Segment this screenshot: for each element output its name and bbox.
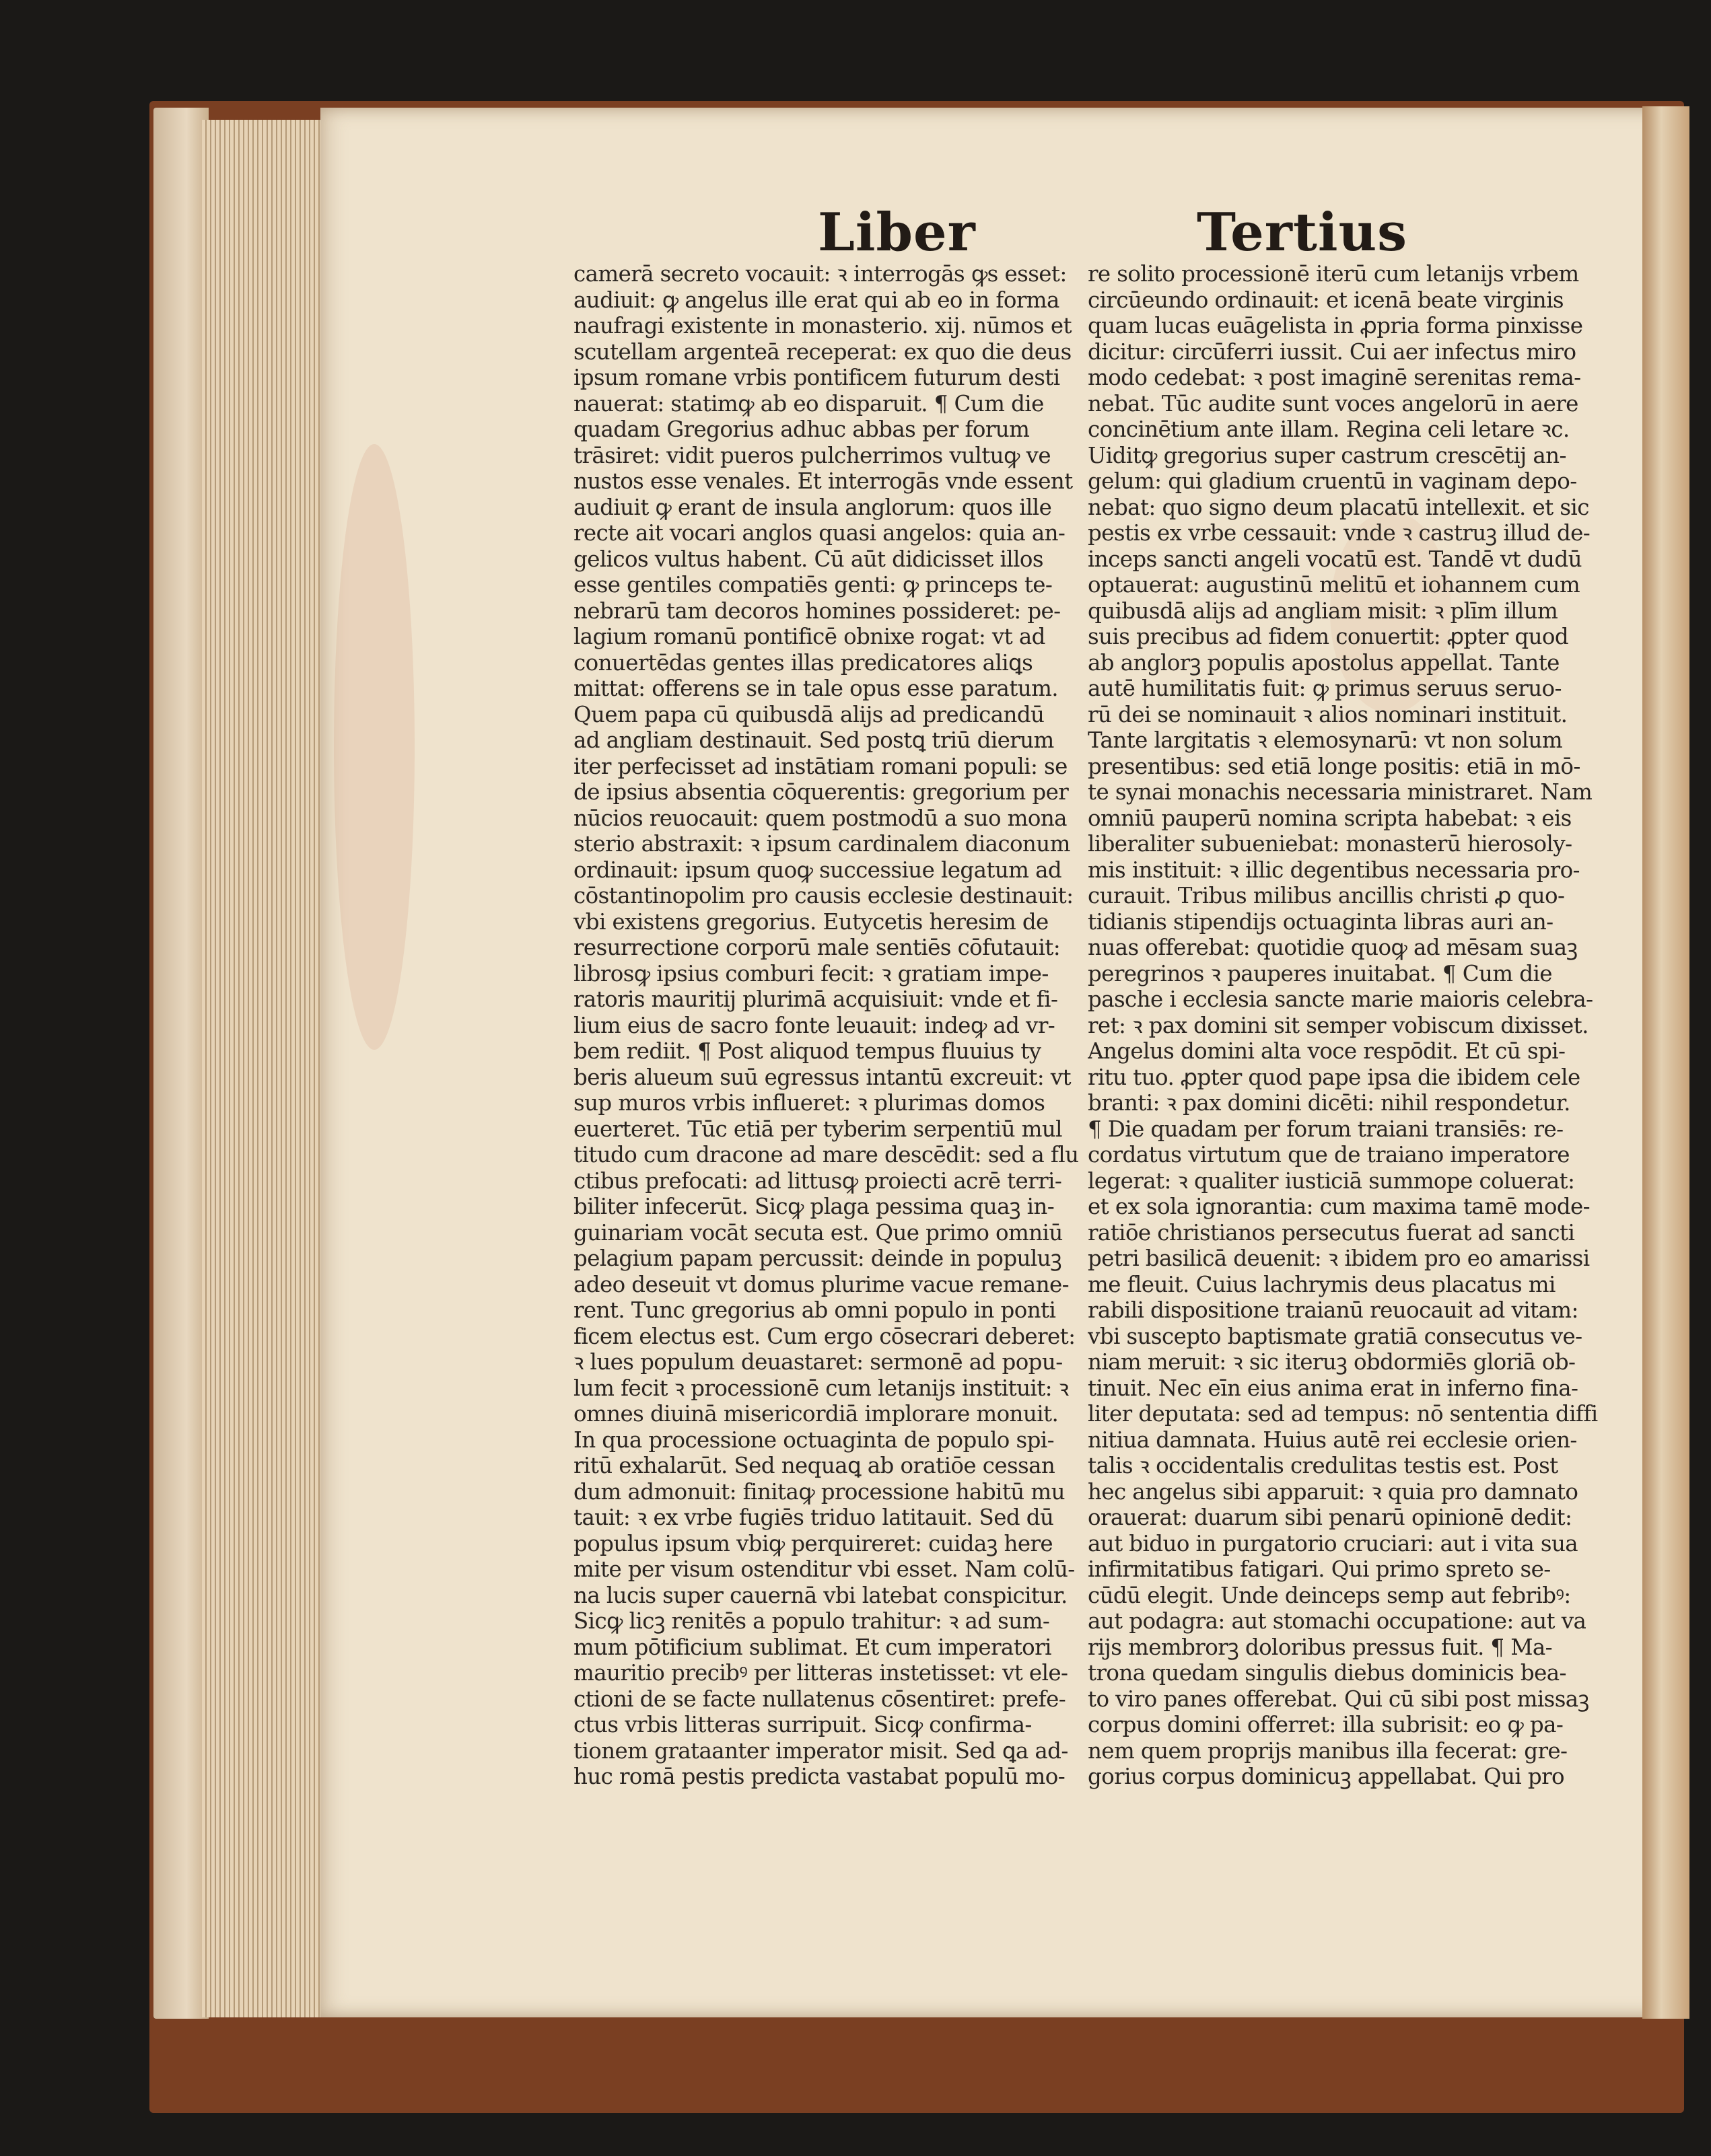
text-line: branti: ꝛ pax domini dicēti: nihil respondetur. bbox=[1088, 1090, 1570, 1116]
text-line: Sicꝙ licꝫ renitēs a populo trahitur: ꝛ ad sum- bbox=[573, 1608, 1050, 1634]
text-line: nebat: quo signo deum placatū intellexit. et sic bbox=[1088, 494, 1589, 520]
text-line: rabili dispositione traianū reuocauit ad vitam: bbox=[1088, 1297, 1578, 1323]
text-line: de ipsius absentia cōquerentis: gregorium per bbox=[573, 779, 1069, 805]
text-line: modo cedebat: ꝛ post imaginē serenitas rema- bbox=[1088, 365, 1581, 390]
text-line: corpus domini offerret: illa subrisit: eo ꝙ pa- bbox=[1088, 1712, 1564, 1737]
text-line: re solito processionē iterū cum letanijs vrbem bbox=[1088, 261, 1579, 287]
text-line: ¶ Die quadam per forum traiani transiēs: re- bbox=[1088, 1116, 1564, 1142]
text-line: cordatus virtutum que de traiano imperatore bbox=[1088, 1142, 1570, 1167]
text-line: rū dei se nominauit ꝛ alios nominari instituit. bbox=[1088, 701, 1568, 727]
text-line: audiuit ꝙ erant de insula anglorum: quos ille bbox=[573, 494, 1052, 520]
text-line: ꝛ lues populum deuastaret: sermonē ad popu- bbox=[573, 1349, 1063, 1375]
text-column-left bbox=[573, 261, 1103, 1790]
text-line: quadam Gregorius adhuc abbas per forum bbox=[573, 417, 1030, 442]
text-line: nūcios reuocauit: quem postmodū a suo mona bbox=[573, 805, 1067, 831]
text-line: adeo deseuit vt domus plurime vacue remane- bbox=[573, 1271, 1070, 1297]
text-line: liberaliter subueniebat: monasterū hierosoly- bbox=[1088, 831, 1572, 857]
running-head-left: Liber bbox=[818, 202, 976, 263]
text-line: Tante largitatis ꝛ elemosynarū: vt non solum bbox=[1088, 727, 1563, 753]
text-line: gorius corpus dominicuꝫ appellabat. Qui pro bbox=[1088, 1764, 1564, 1789]
text-line: ctioni de se facte nullatenus cōsentiret: prefe- bbox=[573, 1686, 1066, 1712]
text-line: esse gentiles compatiēs genti: ꝙ princeps te- bbox=[573, 572, 1053, 598]
text-line: recte ait vocari anglos quasi angelos: quia an- bbox=[573, 520, 1066, 546]
text-line: niam meruit: ꝛ sic iteruꝫ obdormiēs gloriā ob- bbox=[1088, 1349, 1576, 1375]
text-line: nebat. Tūc audite sunt voces angelorū in aere bbox=[1088, 390, 1578, 417]
text-line: euerteret. Tūc etiā per tyberim serpentiū mul bbox=[573, 1116, 1062, 1142]
text-line: me fleuit. Cuius lachrymis deus placatus mi bbox=[1088, 1271, 1556, 1297]
text-line: trāsiret: vidit pueros pulcherrimos vultuꝙ ve bbox=[573, 442, 1051, 468]
text-line: gelum: qui gladium cruentū in vaginam depo- bbox=[1088, 468, 1577, 494]
text-line: ritū exhalarūt. Sed nequaꝗ ab oratiōe cessan bbox=[573, 1453, 1055, 1478]
text-line: In qua processione octuaginta de populo spi- bbox=[573, 1427, 1054, 1453]
text-line: dum admonuit: finitaꝙ processione habitū mu bbox=[573, 1478, 1065, 1505]
text-line: nebrarū tam decoros homines possideret: pe- bbox=[573, 598, 1061, 624]
text-line: vbi existens gregorius. Eutycetis heresim de bbox=[573, 908, 1049, 935]
text-line: autē humilitatis fuit: ꝙ primus seruus seruo- bbox=[1088, 676, 1562, 701]
text-line: aut biduo in purgatorio cruciari: aut i vita sua bbox=[1088, 1530, 1578, 1556]
text-line: tauit: ꝛ ex vrbe fugiēs triduo latitauit. Sed dū bbox=[573, 1505, 1054, 1530]
text-line: gelicos vultus habent. Cū aūt didicisset illos bbox=[573, 546, 1043, 572]
text-line: lum fecit ꝛ processionē cum letanijs instituit: ꝛ bbox=[573, 1375, 1069, 1401]
text-line: resurrectione corporū male sentiēs cōfutauit: bbox=[573, 935, 1061, 960]
text-line: Quem papa cū quibusdā alijs ad predicandū bbox=[573, 701, 1045, 727]
text-line: Angelus domini alta voce respōdit. Et cū spi- bbox=[1088, 1038, 1566, 1064]
text-line: ordinauit: ipsum quoꝙ successiue legatum ad bbox=[573, 857, 1062, 883]
text-line: lagium romanū pontificē obnixe rogat: vt ad bbox=[573, 624, 1045, 649]
text-line: hec angelus sibi apparuit: ꝛ quia pro damnato bbox=[1088, 1478, 1578, 1505]
text-line: optauerat: augustinū melitū et iohannem cum bbox=[1088, 572, 1580, 598]
text-line: nauerat: statimꝙ ab eo disparuit. ¶ Cum die bbox=[573, 390, 1044, 417]
text-line: beris alueum suū egressus intantū excreuit: vt bbox=[573, 1064, 1072, 1090]
text-line: tidianis stipendijs octuaginta libras auri an- bbox=[1088, 908, 1553, 935]
text-line: circūeundo ordinauit: et icenā beate virginis bbox=[1088, 287, 1564, 313]
text-line: ipsum romane vrbis pontificem futurum desti bbox=[573, 365, 1060, 390]
text-line: ctibus prefocati: ad littusꝙ proiecti acrē terri- bbox=[573, 1167, 1062, 1194]
text-line: conuertēdas gentes illas predicatores aliꝗs bbox=[573, 649, 1033, 676]
text-line: suis precibus ad fidem conuertit: ꝓpter quod bbox=[1088, 624, 1569, 649]
text-line: ret: ꝛ pax domini sit semper vobiscum dixisset. bbox=[1088, 1012, 1588, 1038]
text-line: legerat: ꝛ qualiter iusticiā summope coluerat: bbox=[1088, 1167, 1575, 1194]
text-line: lium eius de sacro fonte leuauit: indeꝙ ad vr- bbox=[573, 1012, 1055, 1038]
text-line: trona quedam singulis diebus dominicis bea- bbox=[1088, 1660, 1566, 1686]
text-line: petri basilicā deuenit: ꝛ ibidem pro eo amarissi bbox=[1088, 1246, 1590, 1271]
text-line: omnes diuinā misericordiā implorare monuit. bbox=[573, 1401, 1059, 1427]
text-line: ritu tuo. ꝓpter quod pape ipsa die ibidem cele bbox=[1088, 1064, 1580, 1090]
text-line: huc romā pestis predicta vastabat populū mo- bbox=[573, 1764, 1066, 1789]
text-line: concinētium ante illam. Regina celi letare ꝛc. bbox=[1088, 417, 1570, 442]
text-line: ratoris mauritij plurimā acquisiuit: vnde et fi- bbox=[573, 986, 1058, 1012]
text-line: ratiōe christianos persecutus fuerat ad sancti bbox=[1088, 1219, 1575, 1246]
text-line: guinariam vocāt secuta est. Que primo omniū bbox=[573, 1219, 1063, 1246]
text-line: curauit. Tribus milibus ancillis christi ꝓ quo- bbox=[1088, 883, 1565, 908]
text-line: nitiua damnata. Huius autē rei ecclesie orien- bbox=[1088, 1427, 1577, 1453]
text-line: infirmitatibus fatigari. Qui primo spreto se- bbox=[1088, 1556, 1551, 1582]
facing-page-gutter bbox=[1642, 106, 1689, 2019]
text-line: te synai monachis necessaria ministraret. Nam bbox=[1088, 779, 1593, 805]
text-line: biliter infecerūt. Sicꝙ plaga pessima quaꝫ in- bbox=[573, 1194, 1055, 1219]
left-page-stack-edge bbox=[153, 108, 209, 2019]
text-line: librosꝙ ipsius comburi fecit: ꝛ gratiam impe- bbox=[573, 960, 1049, 986]
text-line: tionem grataanter imperator misit. Sed ꝗa ad- bbox=[573, 1737, 1068, 1764]
text-line: pelagium papam percussit: deinde in populuꝫ bbox=[573, 1246, 1062, 1271]
text-line: scutellam argenteā receperat: ex quo die deus bbox=[573, 338, 1072, 365]
text-line: titudo cum dracone ad mare descēdit: sed a flu bbox=[573, 1142, 1079, 1167]
text-line: pasche i ecclesia sancte marie maioris celebra- bbox=[1088, 986, 1593, 1012]
text-line: mum pōtificium sublimat. Et cum imperatori bbox=[573, 1634, 1051, 1660]
text-line: mauritio precibꝰ per litteras instetisset: vt ele- bbox=[573, 1660, 1068, 1686]
text-line: nem quem proprijs manibus illa fecerat: gre- bbox=[1088, 1737, 1568, 1764]
text-line: liter deputata: sed ad tempus: nō sententia diffi bbox=[1088, 1401, 1598, 1427]
text-line: quibusdā alijs ad angliam misit: ꝛ plīm illum bbox=[1088, 598, 1558, 624]
text-line: nustos esse venales. Et interrogās vnde essent bbox=[573, 468, 1073, 494]
text-line: presentibus: sed etiā longe positis: etiā in mō- bbox=[1088, 753, 1580, 779]
text-line: bem rediit. ¶ Post aliquod tempus fluuius ty bbox=[573, 1038, 1041, 1064]
text-line: quam lucas euāgelista in ꝓpria forma pinxisse bbox=[1088, 313, 1583, 338]
text-line: cūdū elegit. Unde deinceps semp aut febribꝰ: bbox=[1088, 1582, 1571, 1608]
text-line: tinuit. Nec eīn eius anima erat in inferno fina- bbox=[1088, 1375, 1578, 1401]
text-line: dicitur: circūferri iussit. Cui aer infectus miro bbox=[1088, 338, 1576, 365]
text-line: orauerat: duarum sibi penarū opinionē dedit: bbox=[1088, 1505, 1572, 1530]
text-line: ab anglorꝫ populis apostolus appellat. Tante bbox=[1088, 649, 1560, 676]
text-line: aut podagra: aut stomachi occupatione: aut va bbox=[1088, 1608, 1586, 1634]
text-line: talis ꝛ occidentalis credulitas testis est. Post bbox=[1088, 1453, 1558, 1478]
text-line: mis instituit: ꝛ illic degentibus necessaria pro- bbox=[1088, 857, 1580, 883]
text-line: ficem electus est. Cum ergo cōsecrari deberet: bbox=[573, 1323, 1076, 1349]
text-line: mittat: offerens se in tale opus esse paratum. bbox=[573, 676, 1059, 701]
text-line: naufragi existente in monasterio. xij. nūmos et bbox=[573, 313, 1072, 338]
text-line: sterio abstraxit: ꝛ ipsum cardinalem diaconum bbox=[573, 831, 1070, 857]
text-line: inceps sancti angeli vocatū est. Tandē vt dudū bbox=[1088, 546, 1582, 572]
text-line: peregrinos ꝛ pauperes inuitabat. ¶ Cum die bbox=[1088, 960, 1552, 986]
text-line: sup muros vrbis influeret: ꝛ plurimas domos bbox=[573, 1090, 1045, 1116]
text-line: ctus vrbis litteras surripuit. Sicꝙ confirma- bbox=[573, 1712, 1032, 1737]
page-fore-edges bbox=[202, 120, 330, 2017]
text-line: na lucis super cauernā vbi latebat conspicitur. bbox=[573, 1582, 1068, 1608]
text-line: populus ipsum vbiꝙ perquireret: cuidaꝫ here bbox=[573, 1530, 1053, 1556]
running-head-right: Tertius bbox=[1197, 202, 1408, 263]
text-line: Uiditꝙ gregorius super castrum crescētij an- bbox=[1088, 442, 1566, 468]
text-line: camerā secreto vocauit: ꝛ interrogās ꝙs esset: bbox=[573, 261, 1067, 287]
text-line: cōstantinopolim pro causis ecclesie destinauit: bbox=[573, 883, 1074, 908]
page-stain bbox=[334, 444, 415, 1050]
text-column-right bbox=[1088, 261, 1617, 1790]
text-line: vbi suscepto baptismate gratiā consecutus ve- bbox=[1088, 1323, 1582, 1349]
text-line: iter perfecisset ad instātiam romani populi: se bbox=[573, 753, 1068, 779]
text-line: ad angliam destinauit. Sed postꝗ triū dierum bbox=[573, 727, 1054, 753]
text-line: to viro panes offerebat. Qui cū sibi post missaꝫ bbox=[1088, 1686, 1589, 1712]
text-line: pestis ex vrbe cessauit: vnde ꝛ castruꝫ illud de- bbox=[1088, 520, 1591, 546]
text-line: rent. Tunc gregorius ab omni populo in ponti bbox=[573, 1297, 1056, 1323]
text-line: nuas offerebat: quotidie quoꝙ ad mēsam suaꝫ bbox=[1088, 935, 1578, 960]
text-line: mite per visum ostenditur vbi esset. Nam colū- bbox=[573, 1556, 1075, 1582]
text-line: audiuit: ꝙ angelus ille erat qui ab eo in forma bbox=[573, 287, 1059, 313]
text-line: omniū pauperū nomina scripta habebat: ꝛ eis bbox=[1088, 805, 1572, 831]
text-line: rijs membrorꝫ doloribus pressus fuit. ¶ Ma- bbox=[1088, 1634, 1553, 1660]
text-line: et ex sola ignorantia: cum maxima tamē mode- bbox=[1088, 1194, 1591, 1219]
